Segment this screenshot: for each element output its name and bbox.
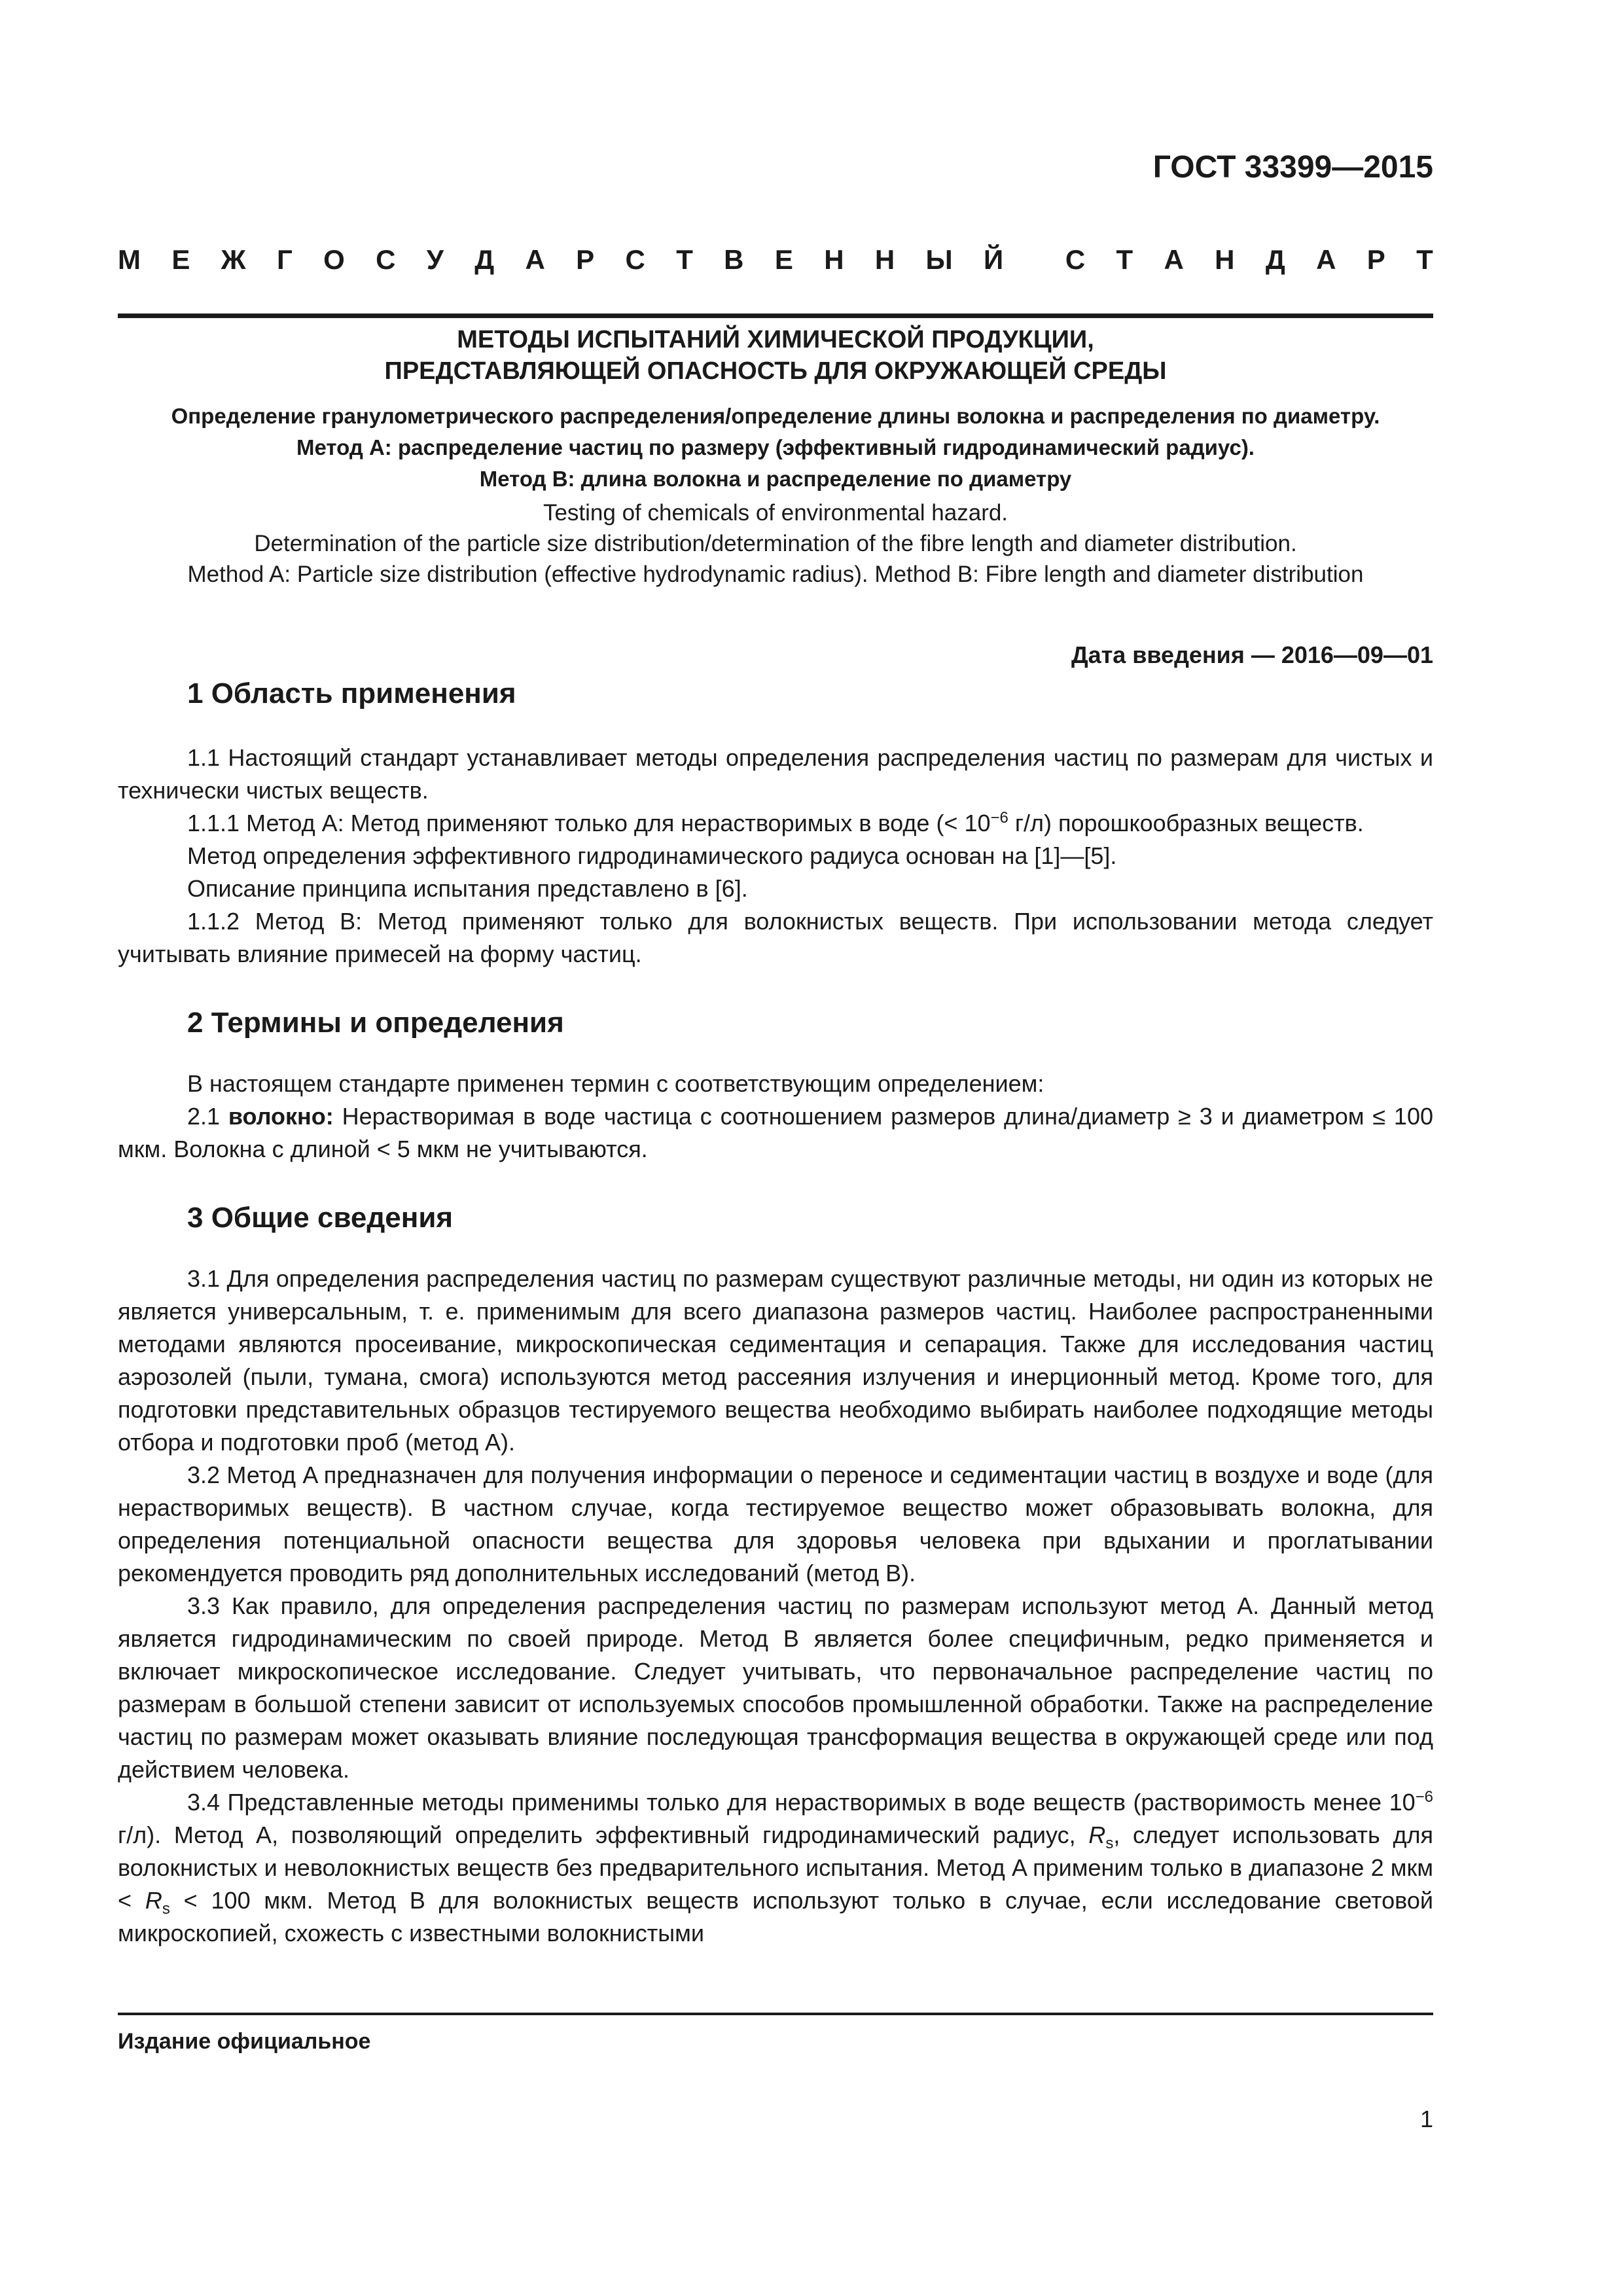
english-title (118, 497, 1433, 590)
interstate-letter: Г (276, 244, 293, 275)
section-heading: 2 Термины и определения (187, 1007, 564, 1039)
introduction-date: Дата введения — 2016—09—01 (1071, 641, 1433, 668)
paragraph: 3.1 Для определения распределения частиц по размерам существуют различные методы, ни один из которых не является универсальным, т. е. применимым для всего диапазона размеров частиц. Наиболее распространенными методами являются просеивание, микроскопическая седиментация и сепарация. Также для исследования частиц аэрозолей (пыли, тумана, смога) используются метод рассеяния излучения и инерционный метод. Кроме того, для подготовки представительных образцов тестируемого вещества необходимо выбирать наиболее подходящие методы отбора и подготовки проб (метод A). (118, 1265, 1433, 1456)
paragraph: 1.1.2 Метод B: Метод применяют только для волокнистых веществ. При использовании метода следует учитывать влияние примесей на форму частиц. (118, 908, 1433, 967)
paragraph: 1.1 Настоящий стандарт устанавливает методы определения распределения частиц по размерам для чистых и технически чистых веществ. (118, 744, 1433, 804)
header-divider (118, 314, 1433, 318)
section-heading: 1 Область применения (187, 677, 516, 709)
interstate-letter: Е (171, 244, 190, 275)
interstate-letter: Н (824, 244, 844, 275)
interstate-letter: Е (774, 244, 793, 275)
interstate-letter: А (1164, 244, 1184, 275)
interstate-letter: Ж (221, 244, 246, 275)
definition-paragraph: 2.1 волокно: Нерастворимая в воде частица с соотношением размеров длина/диаметр ≥ 3 и диаметром ≤ 100 мкм. Волокна с длиной < 5 мкм не учитываются. (118, 1103, 1434, 1162)
official-edition-label: Издание официальное (118, 2029, 371, 2054)
standard-code: ГОСТ 33399—2015 (1152, 150, 1433, 185)
interstate-letter: В (724, 244, 744, 275)
interstate-letter: М (118, 244, 141, 275)
paragraph: 1.1.1 Метод A: Метод применяют только для нерастворимых в воде (< $10^{-6}$ г/л) порошкообразных веществ. (187, 809, 1364, 836)
subtitle-line: Определение гранулометрического распределения/определение длины волокна и распределения по диаметру. (171, 404, 1380, 428)
document-title (118, 324, 1433, 387)
paragraph: 3.2 Метод A предназначен для получения информации о переносе и седиментации частиц в воздухе и воде (для нерастворимых веществ). В частном случае, когда тестируемое вещество может образовывать волокна, для определения потенциальной опасности вещества для здоровья человека при вдыхании и проглатывании рекомендуется проводить ряд дополнительных исследований (метод B). (118, 1462, 1433, 1587)
interstate-letter: Р (1366, 244, 1385, 275)
section-heading: 3 Общие сведения (187, 1202, 454, 1234)
interstate-letter: А (1316, 244, 1336, 275)
interstate-letter: Р (576, 244, 595, 275)
defined-term: волокно: (228, 1103, 334, 1130)
title-line: МЕТОДЫ ИСПЫТАНИЙ ХИМИЧЕСКОЙ ПРОДУКЦИИ, (457, 326, 1094, 353)
interstate-letter: Н (874, 244, 895, 275)
interstate-letter: Ы (925, 244, 953, 275)
interstate-letter: Т (676, 244, 693, 275)
footer-divider (118, 2013, 1433, 2015)
interstate-letter: А (525, 244, 545, 275)
interstate-letter: С (625, 244, 645, 275)
english-title-line: Testing of chemicals of environmental hazard. (543, 500, 1008, 526)
interstate-letter: Т (1116, 244, 1133, 275)
paragraph: Описание принципа испытания представлено в [6]. (187, 875, 748, 902)
interstate-letter: О (323, 244, 345, 275)
english-title-line: Method A: Particle size distribution (effective hydrodynamic radius). Method B: Fibre length and diameter distribution (187, 562, 1364, 587)
document-subtitle (118, 401, 1433, 495)
subtitle-line: Метод A: распределение частиц по размеру (эффективный гидродинамический радиус). (296, 435, 1255, 459)
paragraph: 3.4 Представленные методы применимы только для нерастворимых в воде веществ (растворимость менее $10^{-6}$ г/л). Метод A, позволяющий определить эффективный гидродинамический радиус, $R_s$, следует использовать для волокнистых и неволокнистых веществ без предварительного испытания. Метод A применим только в диапазоне 2 мкм < $R_s < 100$ мкм. Метод B для волокнистых веществ используют только в случае, если исследование световой микроскопией, схожесть с известными волокнистыми (118, 1788, 1433, 1946)
english-title-line: Determination of the particle size distribution/determination of the fibre length and diameter distribution. (254, 531, 1297, 556)
interstate-letter: Т (1416, 244, 1433, 275)
title-line: ПРЕДСТАВЛЯЮЩЕЙ ОПАСНОСТЬ ДЛЯ ОКРУЖАЮЩЕЙ СРЕДЫ (384, 357, 1167, 385)
interstate-letter: У (426, 244, 444, 275)
paragraph: 3.3 Как правило, для определения распределения частиц по размерам используют метод A. Данный метод является гидродинамическим по своей природе. Метод B является более специфичным, редко применяется и включает микроскопическое исследование. Следует учитывать, что первоначальное распределение частиц по размерам в большой степени зависит от используемых способов промышленной обработки. Также на распределение частиц по размерам может оказывать влияние последующая трансформация вещества в окружающей среде или под действием человека. (118, 1592, 1433, 1783)
subtitle-line: Метод B: длина волокна и распределение по диаметру (479, 467, 1072, 491)
interstate-letter: Д (1265, 244, 1285, 275)
interstate-standard-label (118, 244, 1433, 276)
paragraph: Метод определения эффективного гидродинамического радиуса основан на [1]—[5]. (187, 842, 1117, 869)
paragraph: В настоящем стандарте применен термин с соответствующим определением: (187, 1070, 1044, 1097)
document-body (118, 674, 1433, 1950)
interstate-letter: Й (983, 244, 1004, 275)
interstate-letter: С (376, 244, 396, 275)
interstate-letter: С (1065, 244, 1086, 275)
page-number: 1 (1419, 2106, 1433, 2132)
interstate-letter: Д (474, 244, 495, 275)
interstate-letter: Н (1215, 244, 1235, 275)
